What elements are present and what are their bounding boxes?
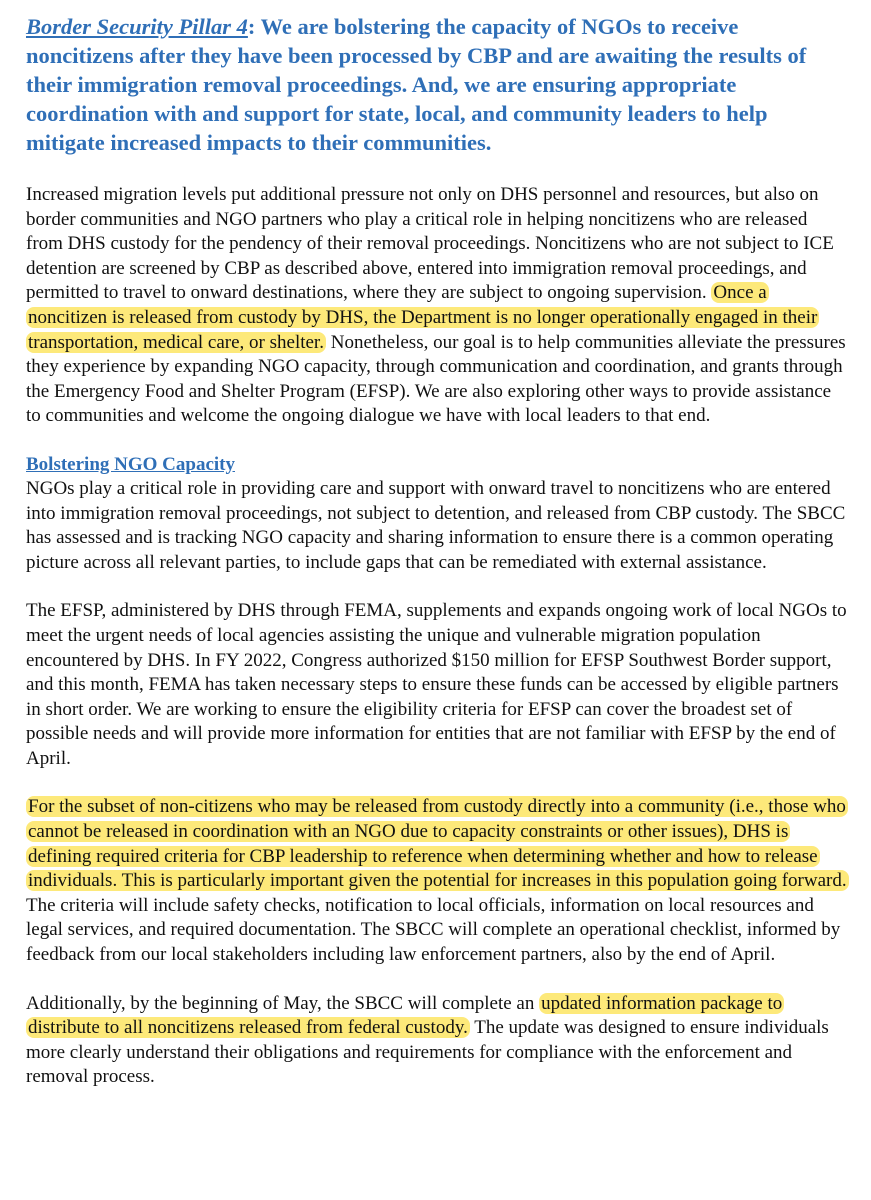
section-heading-ngo-capacity: Bolstering NGO Capacity (26, 453, 235, 475)
paragraph-ngo-role: NGOs play a critical role in providing care and support with onward travel to noncitizens who are entered into immigration removal proceedings, not subject to detention, and released from CBP custody. The SBCC has assessed and is tracking NGO capacity and sharing information to ensure there is a common operating picture across all relevant parties, to include gaps that can be remediated with external assistance. (26, 477, 846, 573)
highlight-custody-release: Once a noncitizen is released from custody by DHS, the Department is no longer operationally engaged in their transportation, medical care, or shelter. (28, 282, 818, 353)
paragraph-information-package-text-a: Additionally, by the beginning of May, the SBCC will complete an (26, 992, 540, 1014)
paragraph-intro (26, 183, 849, 429)
paragraph-intro-text-a: Increased migration levels put additional pressure not only on DHS personnel and resources, but also on border communities and NGO partners who play a critical role in helping noncitizens who are released from DHS custody for the pendency of their removal proceedings. Noncitizens who are not subject to ICE detention are screened by CBP as described above, entered into immigration removal proceedings, and permitted to travel to onward destinations, where they are subject to ongoing supervision. (26, 184, 834, 304)
paragraph-release-criteria-text: The criteria will include safety checks, notification to local officials, information on local resources and legal services, and required documentation. The SBCC will complete an operational checklist, informed by feedback from our local stakeholders including law enforcement partners, also by the end of April. (26, 894, 841, 966)
paragraph-release-criteria (26, 795, 849, 967)
highlight-information-package: updated information package to distribute to all noncitizens released from federal custody. (28, 992, 783, 1039)
pillar-label: Border Security Pillar 4 (26, 14, 248, 39)
pillar-heading-text: We are bolstering the capacity of NGOs to receive noncitizens after they have been processed by CBP and are awaiting the results of their immigration removal proceedings. And, we are ensuring appropriate coordination with and support for state, local, and community leaders to help mitigate increased impacts to their communities. (26, 14, 807, 155)
paragraph-information-package (26, 992, 849, 1090)
paragraph-intro-text-b: Nonetheless, our goal is to help communities alleviate the pressures they experience by expanding NGO capacity, through communication and coordination, and grants through the Emergency Food and Shelter Program (EFSP). We are also exploring other ways to provide assistance to communities and welcome the ongoing dialogue we have with local leaders to that end. (26, 331, 846, 427)
pillar-colon: : (247, 14, 256, 39)
highlight-release-criteria: For the subset of non-citizens who may be released from custody directly into a community (i.e., those who cannot be released in coordination with an NGO due to capacity constraints or other issues), DHS is defining required criteria for CBP leadership to reference when determining whether and how to release individuals. This is particularly important given the potential for increases in this population going forward. (28, 796, 847, 892)
pillar-heading (26, 12, 849, 157)
paragraph-efsp: The EFSP, administered by DHS through FEMA, supplements and expands ongoing work of local NGOs to meet the urgent needs of local agencies assisting the unique and vulnerable migration population encountered by DHS. In FY 2022, Congress authorized $150 million for EFSP Southwest Border support, and this month, FEMA has taken necessary steps to ensure these funds can be accessed by eligible partners in short order. We are working to ensure the eligibility criteria for EFSP can cover the broadest set of possible needs and will provide more information for entities that are not familiar with EFSP by the end of April. (26, 600, 847, 769)
paragraph-information-package-text-b: The update was designed to ensure individuals more clearly understand their obligations and requirements for compliance with the enforcement and removal process. (26, 1017, 829, 1088)
